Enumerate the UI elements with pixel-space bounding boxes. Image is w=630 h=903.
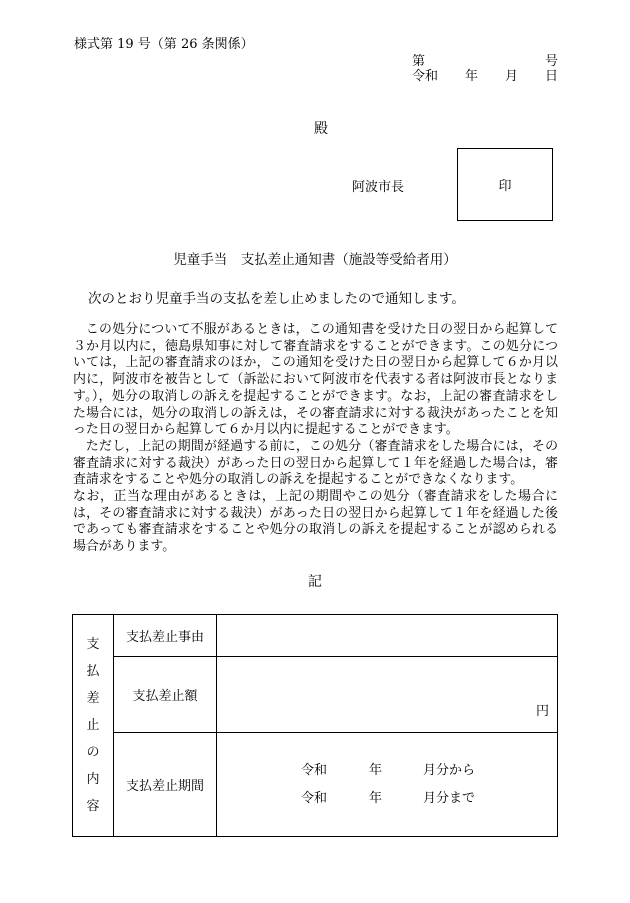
reason-value-cell[interactable] xyxy=(217,615,558,657)
reason-label: 支払差止事由 xyxy=(114,615,217,657)
date-year: 年 xyxy=(464,69,478,84)
addressee-honorific: 殿 xyxy=(314,121,328,137)
form-number-label: 様式第 19 号（第 26 条関係） xyxy=(74,37,254,52)
issuer-name: 阿波市長 xyxy=(352,180,405,195)
period-to-year: 年 xyxy=(369,790,383,806)
side-char: 支 xyxy=(86,637,100,652)
appeal-paragraph-3: なお，正当な理由があるときは，上記の期間やこの処分（審査請求をした場合には，その審査請求に対する裁決）があった日の翌日から起算して１年を経過した後であっても審査請求をすることや処分の取消しの訴えを提起することが認められる場合があります。 xyxy=(73,489,558,555)
period-value-cell[interactable] xyxy=(217,733,558,837)
date-month: 月 xyxy=(504,69,518,84)
side-char: の xyxy=(86,745,100,760)
amount-label: 支払差止額 xyxy=(114,657,217,733)
period-from-suffix: 月分から xyxy=(423,762,476,778)
lead-sentence: 次のとおり児童手当の支払を差し止めましたので通知します。 xyxy=(88,291,465,307)
ki-heading: 記 xyxy=(308,574,322,590)
period-to-era: 令和 xyxy=(301,790,328,806)
side-char: 内 xyxy=(86,772,100,787)
period-from-year: 年 xyxy=(369,762,383,778)
suspension-detail-table xyxy=(72,614,558,837)
document-title: 児童手当 支払差止通知書（施設等受給者用） xyxy=(173,252,457,268)
issue-date-line xyxy=(412,65,558,84)
appeal-paragraph-2: ただし，上記の期間が経過する前に，この処分（審査請求をした場合には，その審査請求に対する裁決）があった日の翌日から起算して１年を経過した場合は，審査請求をすることや処分の取消しの訴えを提起することができなくなります。 xyxy=(73,438,558,488)
date-day: 日 xyxy=(544,69,558,84)
side-char: 差 xyxy=(86,691,100,706)
side-char: 止 xyxy=(86,718,100,733)
yen-unit: 円 xyxy=(535,704,549,719)
detail-side-label xyxy=(73,615,114,837)
document-number-suffix: 号 xyxy=(545,54,559,69)
side-char: 払 xyxy=(86,664,100,679)
seal-box xyxy=(457,148,553,221)
document-number-prefix: 第 xyxy=(412,54,426,69)
appeal-paragraph-1: この処分について不服があるときは，この通知書を受けた日の翌日から起算して３か月以内に，徳島県知事に対して審査請求をすることができます。この処分については，上記の審査請求のほか，この通知を受けた日の翌日から起算して６か月以内に，阿波市を被告として（訴訟において阿波市を代表する者は阿波市長となります。），処分の取消しの訴えを提起することができます。なお，上記の審査請求をした場合には，処分の取消しの訴えは，その審査請求に対する裁決があったことを知った日の翌日から起算して６か月以内に提起することができます。 xyxy=(73,322,558,438)
period-to-line xyxy=(301,790,557,808)
date-era: 令和 xyxy=(412,69,439,84)
seal-label: 印 xyxy=(498,179,512,194)
period-from-era: 令和 xyxy=(301,762,328,778)
period-label: 支払差止期間 xyxy=(114,733,217,837)
period-from-line xyxy=(301,762,557,780)
appeal-notice-text xyxy=(73,322,558,556)
period-to-suffix: 月分まで xyxy=(423,790,476,806)
amount-value-cell[interactable] xyxy=(217,657,558,733)
side-char: 容 xyxy=(86,799,100,814)
